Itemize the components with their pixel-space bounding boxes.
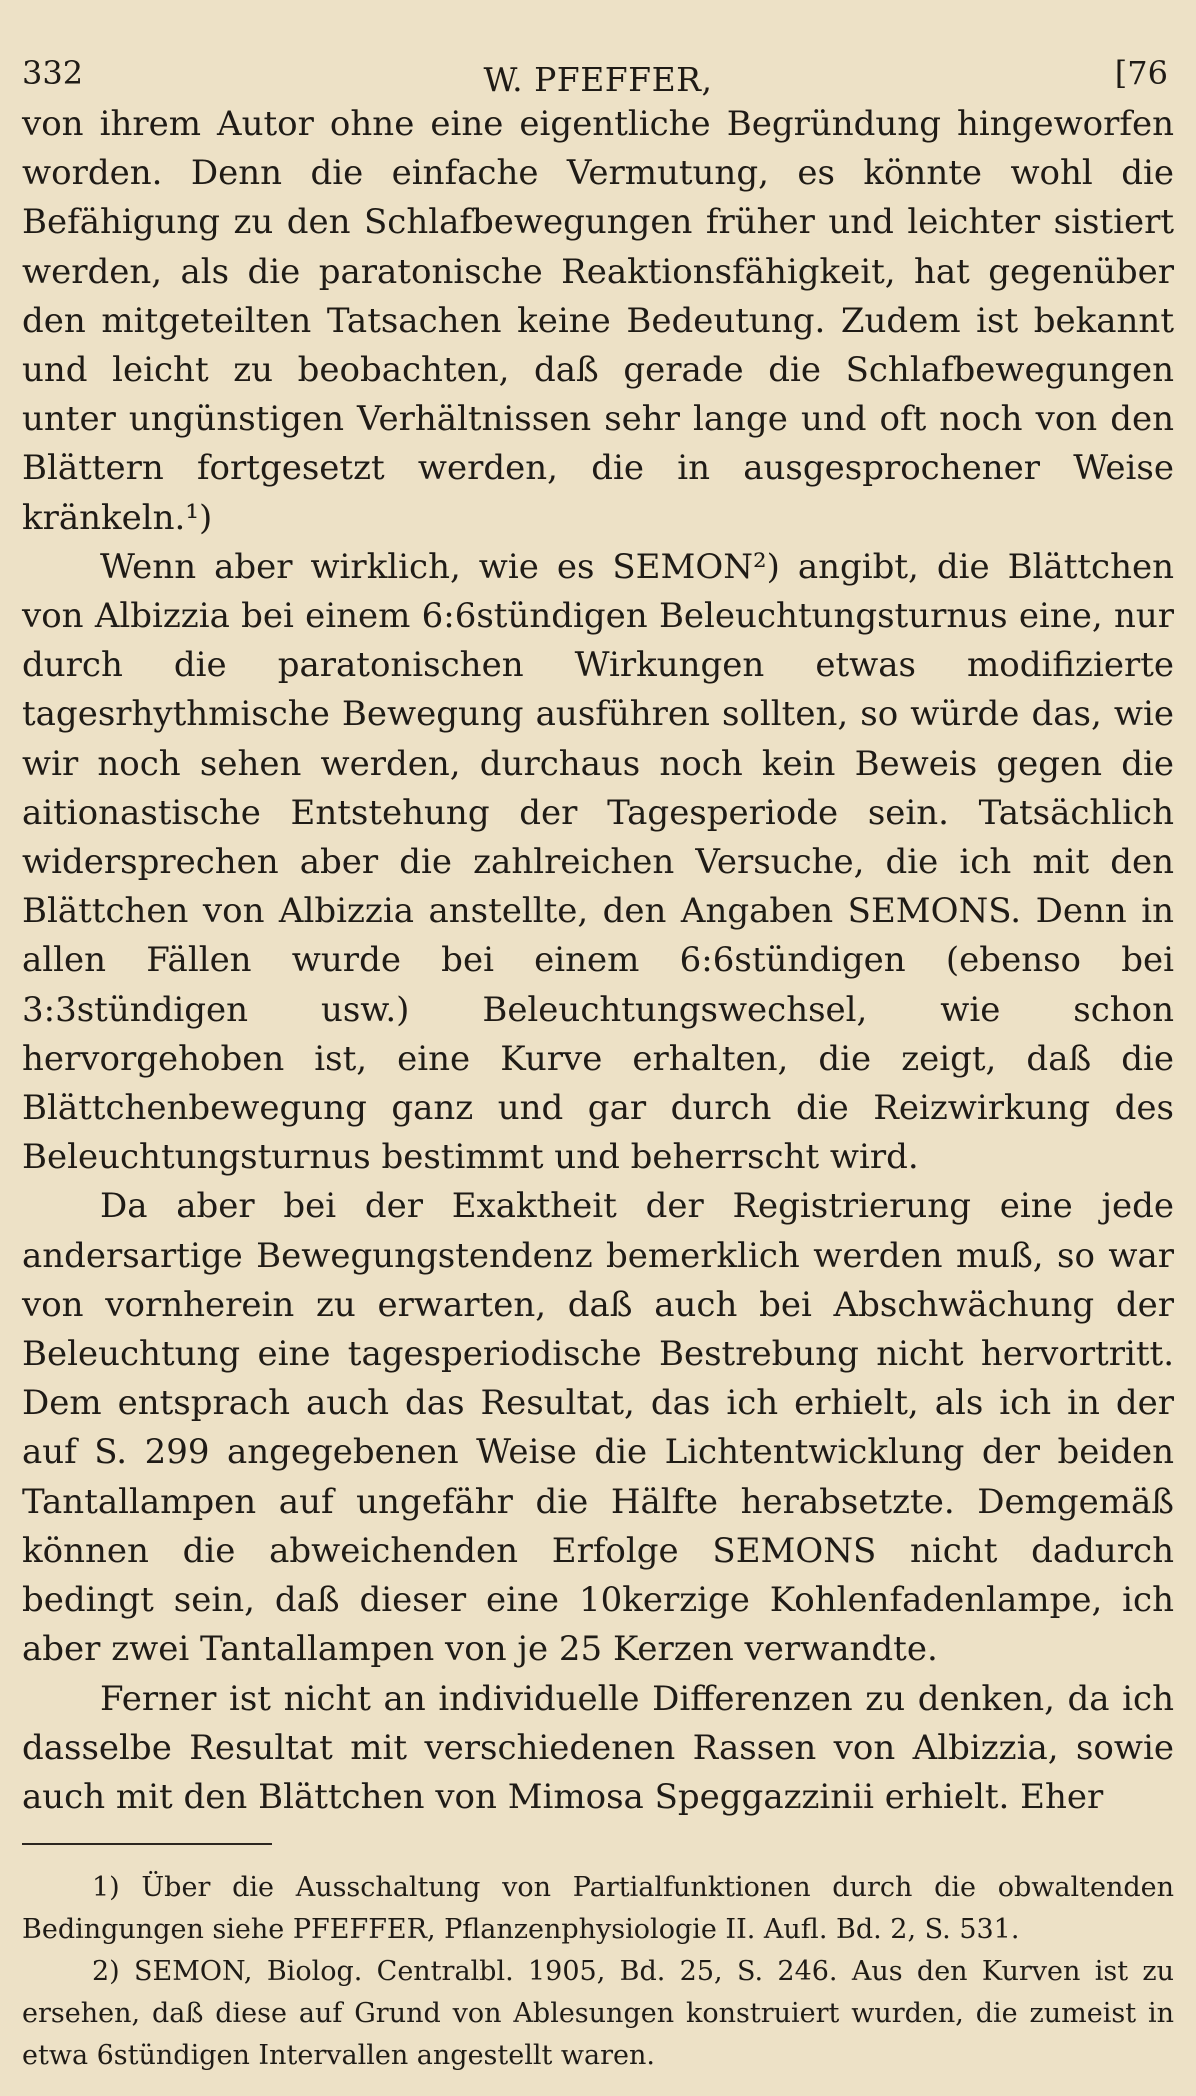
- main-text: [22, 100, 1174, 1822]
- paragraph-3: Da aber bei der Exaktheit der Registrierung eine jede andersartige Bewegungstendenz bemerklich werden muß, so war von vornherein zu erwarten, daß auch bei Abschwächung der Beleuchtung eine tagesperiodische Bestrebung nicht hervortritt. Dem entsprach auch das Resultat, das ich erhielt, als ich in der auf S. 299 angegebenen Weise die Lichtentwicklung der beiden Tantallampen auf ungefähr die Hälfte herabsetzte. Demgemäß können die abweichenden Erfolge SEMONS nicht dadurch bedingt sein, daß dieser eine 10kerzige Kohlenfadenlampe, ich aber zwei Tantallampen von je 25 Kerzen verwandte.: [22, 1186, 1174, 1670]
- paragraph-4: Ferner ist nicht an individuelle Differenzen zu denken, da ich dasselbe Resultat mit verschiedenen Rassen von Albizzia, sowie auch mit den Blättchen von Mimosa Speggazzinii erhielt. Eher: [22, 1678, 1174, 1817]
- footnotes: [22, 1867, 1174, 2077]
- page-header: [22, 26, 1174, 100]
- paragraph-1: von ihrem Autor ohne eine eigentliche Begründung hingeworfen worden. Denn die einfache Vermutung, es könnte wohl die Befähigung zu den Schlafbewegungen früher und leichter sistiert werden, als die paratonische Reaktionsfähigkeit, hat gegenüber den mitgeteilten Tatsachen keine Bedeutung. Zudem ist bekannt und leicht zu beobachten, daß gerade die Schlafbewegungen unter ungünstigen Verhältnissen sehr lange und oft noch von den Blättern fortgesetzt werden, die in ausgesprochener Weise kränkeln.¹): [22, 104, 1174, 538]
- running-head: W. PFEFFER,: [483, 60, 713, 99]
- footnote-1: 1) Über die Ausschaltung von Partialfunktionen durch die obwaltenden Bedingungen siehe PFEFFER, Pflanzenphysiologie II. Aufl. Bd. 2, S. 531.: [22, 1872, 1174, 1946]
- footnote-separator: [22, 1843, 272, 1845]
- footnote-2: 2) SEMON, Biolog. Centralbl. 1905, Bd. 25, S. 246. Aus den Kurven ist zu ersehen, daß diese auf Grund von Ablesungen konstruiert wurden, die zumeist in etwa 6stündigen Intervallen angestellt waren.: [22, 1956, 1174, 2072]
- original-page-reference: [76: [1114, 54, 1168, 92]
- paragraph-2: Wenn aber wirklich, wie es SEMON²) angibt, die Blättchen von Albizzia bei einem 6:6stündigen Beleuchtungsturnus eine, nur durch die paratonischen Wirkungen etwas modifizierte tagesrhythmische Bewegung ausführen sollten, so würde das, wie wir noch sehen werden, durchaus noch kein Beweis gegen die aitionastische Entstehung der Tagesperiode sein. Tatsächlich widersprechen aber die zahlreichen Versuche, die ich mit den Blättchen von Albizzia anstellte, den Angaben SEMONS. Denn in allen Fällen wurde bei einem 6:6stündigen (ebenso bei 3:3stündigen usw.) Beleuchtungswechsel, wie schon hervorgehoben ist, eine Kurve erhalten, die zeigt, daß die Blättchenbewegung ganz und gar durch die Reizwirkung des Beleuchtungsturnus bestimmt und beherrscht wird.: [22, 546, 1174, 1178]
- page-number: 332: [22, 54, 84, 92]
